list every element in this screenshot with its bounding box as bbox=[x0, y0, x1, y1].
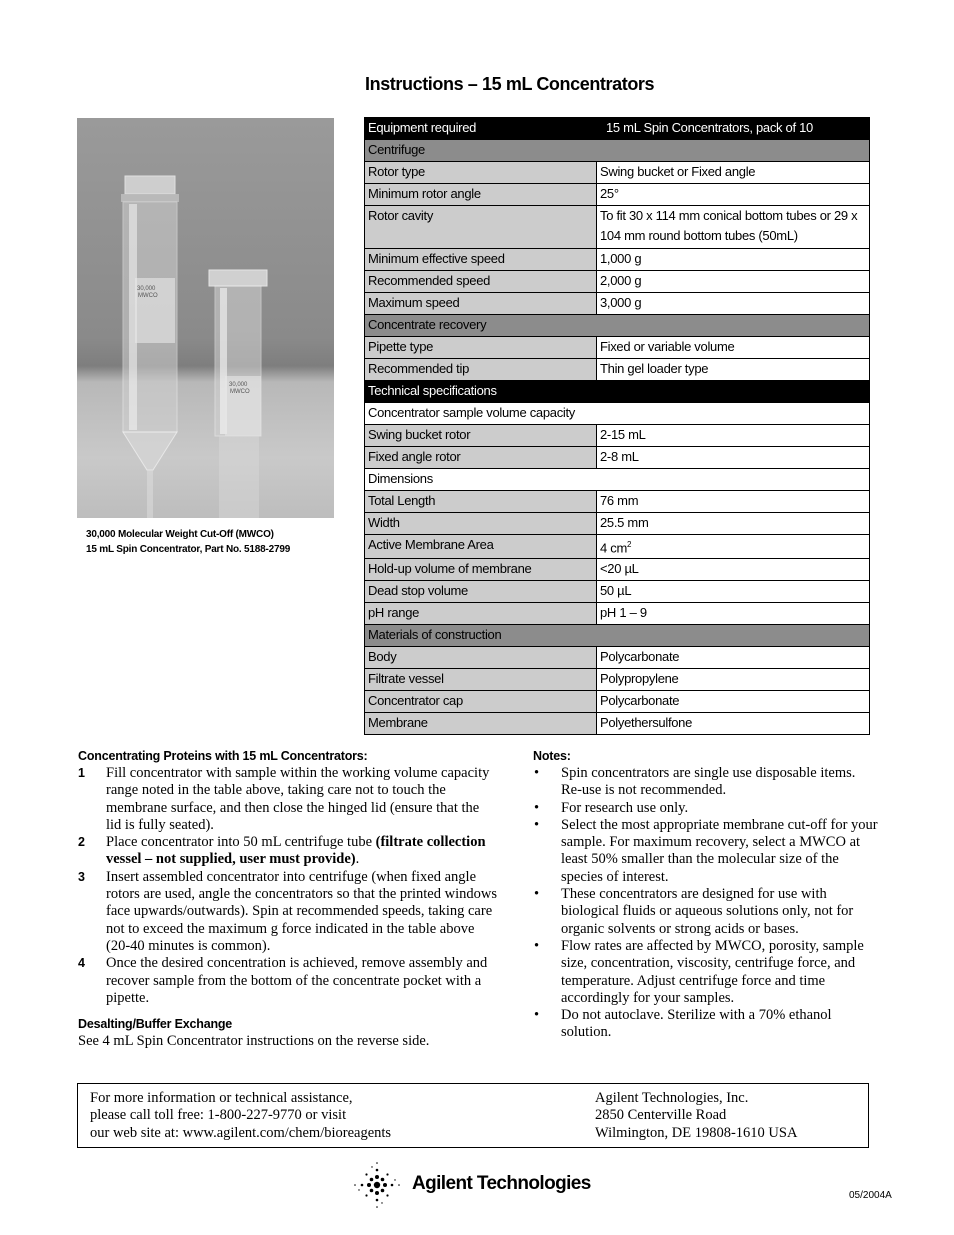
spec-name: Filtrate vessel bbox=[365, 669, 597, 691]
bullet-icon: • bbox=[534, 937, 540, 954]
table-row bbox=[365, 559, 870, 581]
notes-heading: Notes: bbox=[533, 749, 571, 763]
spec-value bbox=[597, 491, 870, 513]
spec-name: Pipette type bbox=[365, 337, 597, 359]
table-row bbox=[365, 206, 870, 249]
step-number: 3 bbox=[78, 869, 85, 884]
spec-name: Fixed angle rotor bbox=[365, 447, 597, 469]
spec-value bbox=[597, 559, 870, 581]
spec-name: Hold-up volume of membrane bbox=[365, 559, 597, 581]
spec-value-text: 76 mm bbox=[600, 493, 639, 508]
spec-value bbox=[597, 713, 870, 735]
procedure-step bbox=[78, 955, 498, 1007]
spec-value bbox=[597, 359, 870, 381]
notes-section bbox=[533, 748, 878, 1042]
spec-name: Concentrator cap bbox=[365, 691, 597, 713]
spec-value-text: 25° bbox=[600, 186, 619, 201]
spec-value-text: Polyethersulfone bbox=[600, 715, 693, 731]
table-row bbox=[365, 337, 870, 359]
note-item bbox=[533, 817, 878, 886]
table-row bbox=[365, 271, 870, 293]
note-item bbox=[533, 886, 878, 938]
company-address bbox=[595, 1090, 797, 1142]
table-row bbox=[365, 713, 870, 735]
table-row bbox=[365, 425, 870, 447]
svg-text:MWCO: MWCO bbox=[230, 389, 250, 395]
spec-value-text: To fit 30 x 114 mm conical bottom tubes or 29 x 104 mm round bottom tubes (50mL) bbox=[600, 208, 858, 243]
desalting-heading: Desalting/Buffer Exchange bbox=[78, 1017, 233, 1032]
contact-line: For more information or technical assistance, bbox=[90, 1090, 353, 1106]
step-text: Place concentrator into 50 mL centrifuge tube bbox=[106, 834, 376, 851]
procedure-heading: Concentrating Proteins with 15 mL Concentrators: bbox=[78, 749, 368, 763]
spec-name: Swing bucket rotor bbox=[365, 425, 597, 447]
table-row bbox=[365, 491, 870, 513]
procedure-step bbox=[78, 869, 498, 955]
table-section-row bbox=[365, 315, 870, 337]
notes-list bbox=[533, 765, 878, 1042]
step-number: 1 bbox=[78, 766, 85, 780]
document-code: 05/2004A bbox=[849, 1190, 892, 1201]
note-text: For research use only. bbox=[561, 799, 689, 816]
table-label: Dimensions bbox=[365, 469, 870, 491]
spec-name: Maximum speed bbox=[365, 293, 597, 315]
spec-name: pH range bbox=[365, 603, 597, 625]
spec-value bbox=[597, 647, 870, 669]
page-title: Instructions – 15 mL Concentrators bbox=[365, 74, 655, 94]
note-item bbox=[533, 765, 878, 800]
spec-value bbox=[597, 447, 870, 469]
address-line: Wilmington, DE 19808-1610 USA bbox=[595, 1124, 798, 1141]
spec-value-text: <20 µL bbox=[600, 561, 639, 577]
table-row bbox=[365, 603, 870, 625]
spec-name: Active Membrane Area bbox=[365, 535, 597, 559]
spec-value-text: 4 cm bbox=[600, 540, 627, 556]
spec-value bbox=[597, 669, 870, 691]
bullet-icon: • bbox=[534, 816, 540, 833]
table-row bbox=[365, 535, 870, 559]
product-photo bbox=[77, 118, 334, 518]
superscript: 2 bbox=[626, 540, 632, 549]
spec-value bbox=[597, 184, 870, 206]
table-section-row bbox=[365, 381, 870, 403]
bullet-icon: • bbox=[534, 799, 540, 816]
step-number: 4 bbox=[78, 956, 85, 971]
spec-value bbox=[597, 206, 870, 249]
spec-value-text: 2,000 g bbox=[600, 273, 642, 288]
step-number: 2 bbox=[78, 835, 85, 850]
spec-name: Minimum effective speed bbox=[365, 249, 597, 271]
table-row bbox=[365, 447, 870, 469]
spec-value bbox=[597, 249, 870, 271]
table-section-row bbox=[365, 140, 870, 162]
spec-value-text: Polypropylene bbox=[600, 671, 679, 687]
table-row bbox=[365, 513, 870, 535]
table-row bbox=[365, 293, 870, 315]
spec-value-text: 2-15 mL bbox=[600, 427, 646, 442]
spec-value bbox=[597, 691, 870, 713]
table-label: Concentrator sample volume capacity bbox=[365, 403, 870, 425]
spec-value-text: 3,000 g bbox=[600, 295, 642, 310]
contact-line: please call toll free: 1-800-227-9770 or visit bbox=[90, 1107, 347, 1124]
table-row bbox=[365, 249, 870, 271]
spec-value bbox=[597, 603, 870, 625]
bullet-icon: • bbox=[534, 886, 540, 903]
procedure-section bbox=[78, 748, 498, 1050]
table-label-row bbox=[365, 403, 870, 425]
spec-value bbox=[597, 535, 870, 559]
contact-line: our web site at: www.agilent.com/chem/bioreagents bbox=[90, 1124, 392, 1141]
note-text: Select the most appropriate membrane cut-off for your sample. For maximum recovery, select a MWCO at least 50% smaller than the molecular size of the species of interest. bbox=[561, 816, 878, 885]
spec-name: Minimum rotor angle bbox=[365, 184, 597, 206]
spec-value-text: Fixed or variable volume bbox=[600, 339, 735, 354]
spec-name: Dead stop volume bbox=[365, 581, 597, 603]
bullet-icon: • bbox=[534, 1007, 540, 1024]
brand-name: Agilent Technologies bbox=[412, 1173, 591, 1194]
bullet-icon: • bbox=[534, 765, 540, 781]
concentrator-tubes-image bbox=[77, 118, 334, 518]
contact-box bbox=[77, 1083, 869, 1148]
table-row bbox=[365, 359, 870, 381]
tube-label-large: 30,000 bbox=[137, 286, 156, 292]
step-text: Insert assembled concentrator into centrifuge (when fixed angle rotors are used, angle the concentrators so that the printed windows face upwards/outwards). Spin at recommended speeds, taking care not to exceed the maximum g force indicated in the table above (20-40 minutes is common). bbox=[106, 868, 497, 954]
section-title: Centrifuge bbox=[365, 140, 870, 162]
desalting-text: See 4 mL Spin Concentrator instructions on the reverse side. bbox=[78, 1033, 430, 1050]
step-emphasis: (filtrate collection vessel – not supplied, user must provide) bbox=[106, 834, 486, 868]
section-title: Technical specifications bbox=[365, 381, 870, 403]
header-key: Equipment required bbox=[365, 118, 597, 140]
step-text-end: . bbox=[355, 851, 360, 868]
table-row bbox=[365, 669, 870, 691]
svg-text:MWCO: MWCO bbox=[138, 293, 158, 299]
table-section-row bbox=[365, 625, 870, 647]
step-text: Once the desired concentration is achieved, remove assembly and recover sample from the bottom of the concentrate pocket with a pipette. bbox=[106, 955, 488, 1006]
note-text: Flow rates are affected by MWCO, porosity, sample size, concentration, viscosity, centrifuge force, and temperature. Adjust centrifuge force and time accordingly for your samples. bbox=[561, 937, 864, 1006]
spec-value-text: Thin gel loader type bbox=[600, 361, 709, 376]
table-row bbox=[365, 162, 870, 184]
procedure-steps bbox=[78, 765, 498, 1007]
section-title: Materials of construction bbox=[365, 625, 870, 647]
spec-value bbox=[597, 425, 870, 447]
spec-value-text: Polycarbonate bbox=[600, 693, 680, 709]
spec-value bbox=[597, 337, 870, 359]
spec-value-text: 50 µL bbox=[600, 583, 632, 599]
spec-value-text: 2-8 mL bbox=[600, 449, 639, 464]
procedure-step bbox=[78, 765, 498, 834]
spec-value bbox=[597, 162, 870, 184]
table-row bbox=[365, 647, 870, 669]
spec-value-text: Polycarbonate bbox=[600, 649, 680, 665]
spec-name: Recommended tip bbox=[365, 359, 597, 381]
procedure-step bbox=[78, 834, 498, 869]
note-text: Spin concentrators are single use disposable items. Re-use is not recommended. bbox=[561, 765, 856, 799]
spec-value bbox=[597, 293, 870, 315]
photo-caption bbox=[86, 527, 290, 557]
table-label-row bbox=[365, 469, 870, 491]
step-text: Fill concentrator with sample within the working volume capacity range noted in the table above, taking care not to touch the membrane surface, and then close the hinged lid (ensure that the lid is fully seated). bbox=[106, 765, 490, 833]
spec-name: Recommended speed bbox=[365, 271, 597, 293]
spec-value bbox=[597, 271, 870, 293]
spec-name: Body bbox=[365, 647, 597, 669]
caption-line: 15 mL Spin Concentrator, Part No. 5188-2799 bbox=[86, 544, 291, 555]
spec-value bbox=[597, 513, 870, 535]
caption-line: 30,000 Molecular Weight Cut-Off (MWCO) bbox=[86, 529, 274, 540]
table-header-row bbox=[365, 118, 870, 140]
address-line: Agilent Technologies, Inc. bbox=[595, 1090, 749, 1106]
spec-name: Membrane bbox=[365, 713, 597, 735]
spec-name: Total Length bbox=[365, 491, 597, 513]
spec-value-text: pH 1 – 9 bbox=[600, 605, 647, 621]
table-row bbox=[365, 581, 870, 603]
note-text: These concentrators are designed for use with biological fluids or aqueous solutions only, not for organic solvents or strong acids or bases. bbox=[561, 886, 854, 937]
note-item bbox=[533, 1007, 878, 1042]
spec-value-text: 25.5 mm bbox=[600, 515, 649, 530]
specifications-table bbox=[364, 117, 870, 735]
address-line: 2850 Centerville Road bbox=[595, 1107, 727, 1124]
agilent-spark-icon bbox=[352, 1160, 402, 1210]
spec-value-text: 1,000 g bbox=[600, 251, 642, 266]
spec-name: Width bbox=[365, 513, 597, 535]
tube-label-small: 30,000 bbox=[229, 382, 248, 388]
spec-name: Rotor type bbox=[365, 162, 597, 184]
spec-name: Rotor cavity bbox=[365, 206, 597, 249]
spec-value bbox=[597, 581, 870, 603]
note-item bbox=[533, 800, 878, 817]
spec-value-text: Swing bucket or Fixed angle bbox=[600, 164, 756, 179]
header-value: 15 mL Spin Concentrators, pack of 10 bbox=[597, 118, 870, 140]
note-item bbox=[533, 938, 878, 1007]
contact-info bbox=[90, 1090, 391, 1142]
table-row bbox=[365, 691, 870, 713]
section-title: Concentrate recovery bbox=[365, 315, 870, 337]
table-row bbox=[365, 184, 870, 206]
note-text: Do not autoclave. Sterilize with a 70% ethanol solution. bbox=[561, 1007, 832, 1041]
